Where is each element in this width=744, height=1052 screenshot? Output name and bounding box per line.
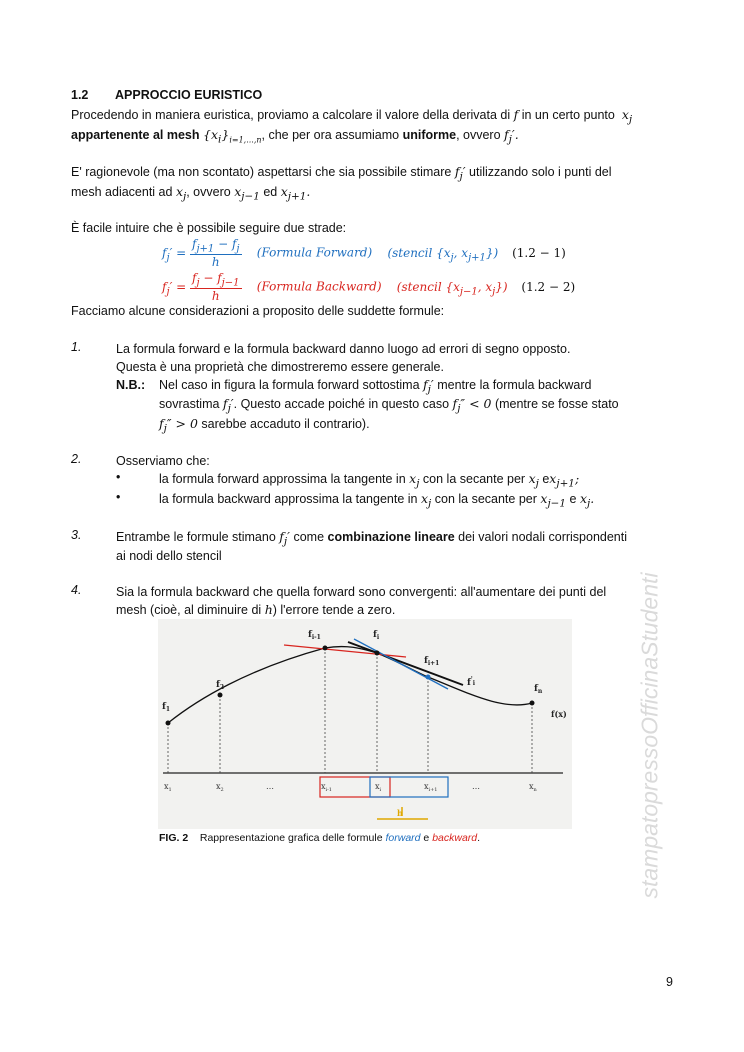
math-mesh: $\{x_i\}_{i=1,...,n}$ (203, 127, 262, 146)
svg-text:x1: $x_1$ (164, 782, 172, 793)
math-xj-plus: $x_{j+1}$. (280, 184, 311, 203)
item3-text: Entrambe le formule stimano (116, 530, 276, 544)
formula-forward-denominator: h (211, 255, 220, 270)
formula-backward-lhs: $f_j'$ = (162, 279, 187, 298)
svg-text:xi-1: $x_{i-1}$ (321, 782, 332, 793)
math-xj: $x_j$. (579, 491, 595, 510)
bullet1-text-b: con la secante per (422, 472, 526, 486)
nb-line-3 (159, 415, 370, 438)
section-title: APPROCCIO EURISTICO (115, 88, 263, 102)
formula-forward-stencil: (stencil {$x_j$, $x_{j+1}$}) (387, 245, 499, 264)
math-xj: $x_j$ (528, 471, 539, 490)
svg-text:f2: $f_2$ (216, 680, 225, 691)
svg-text:fi-1: $f_{i-1}$ (308, 630, 321, 641)
section-heading (71, 88, 262, 102)
para2-line-2 (71, 183, 310, 206)
intro-line-2 (71, 126, 519, 150)
formula-forward-lhs: $f_j'$ = (162, 245, 187, 264)
para4: Facciamo alcune considerazioni a proposito delle suddette formule: (71, 304, 445, 318)
para2-text-c: mesh adiacenti ad (71, 185, 173, 199)
mesh-bold: appartenente al mesh (71, 128, 200, 142)
intro-text-c: , che per ora assumiamo (261, 128, 400, 142)
para3: È facile intuire che è possibile seguire due strade: (71, 221, 347, 235)
svg-text:f1: $f_1$ (162, 702, 171, 713)
math-f: f (513, 107, 519, 122)
node-point-forward (426, 675, 431, 680)
svg-text:…: … (472, 782, 480, 791)
figure-caption (159, 832, 480, 844)
nb-text-f: sarebbe accaduto il contrario). (201, 417, 370, 431)
item3-line-2: ai nodi dello stencil (116, 549, 222, 563)
nb-label: N.B.: (116, 378, 146, 392)
formula-backward-numerator: $f_j - f_{j-1}$ (191, 271, 240, 289)
math-xj-minus: $x_{j-1}$ (234, 184, 260, 203)
item2-bullet-2 (159, 490, 594, 513)
formula-backward-denominator: h (211, 289, 220, 304)
svg-text:xi: $x_i$ (375, 782, 382, 793)
para2-text-b: utilizzando solo i punti del (469, 165, 612, 179)
formula-forward (162, 237, 566, 269)
math-fj-second-lt: $f_j'' < 0$ (452, 396, 492, 415)
math-fj-prime: $f_j'$ (222, 396, 234, 415)
svg-text:xn: $x_n$ (529, 782, 537, 793)
math-fj-prime: $f_j'$ (279, 529, 290, 548)
item1-line-1: La formula forward e la formula backward danno luogo ad errori di segno opposto. (116, 342, 571, 356)
item1-line-2: Questa è una proprietà che dimostreremo essere generale. (116, 360, 444, 374)
math-xj-plus: $x_{j+1}$; (549, 471, 580, 490)
formula-backward-fraction (190, 271, 242, 303)
item4-text: mesh (cioè, al diminuire di (116, 603, 262, 617)
math-h: h (264, 602, 273, 617)
watermark: stampatopressoOfficinaStudenti (636, 572, 663, 899)
formula-forward-fraction (190, 237, 242, 269)
item1-number: 1. (71, 340, 82, 354)
item4-line-2 (116, 601, 395, 619)
figure-derivative-approximation (158, 619, 572, 829)
caption-forward: forward (385, 832, 421, 844)
intro-text-b: in un certo punto (521, 108, 615, 122)
svg-text:f'i: $f'_i$ (467, 676, 475, 688)
item3-text-c: dei valori nodali corrispondenti (458, 530, 628, 544)
item2-line-1: Osserviamo che: (116, 454, 210, 468)
math-xj-minus: $x_{j-1}$ (540, 491, 567, 510)
tangent-line (348, 642, 463, 685)
node-lines (168, 648, 532, 773)
x-labels (164, 782, 538, 793)
uniform-bold: uniforme (402, 128, 457, 142)
bullet2-text-b: con la secante per (434, 492, 537, 506)
formula-forward-numerator: $f_{j+1} - f_j$ (191, 237, 240, 255)
nb-text-b: mentre la formula backward (437, 378, 592, 392)
math-xj: $x_j$ (621, 107, 633, 126)
math-fj-prime: $f_j'$. (504, 127, 519, 146)
math-xj: $x_j$ (420, 491, 432, 510)
linear-combination-bold: combinazione lineare (327, 530, 455, 544)
item3-text-b: come (293, 530, 325, 544)
nb-text-e: (mentre se fosse stato (494, 397, 619, 411)
bullet1-text-c: e (542, 472, 550, 486)
para2-text: E' ragionevole (ma non scontato) aspettarsi che sia possibile stimare (71, 165, 452, 179)
math-xj: $x_j$ (175, 184, 187, 203)
caption-end: . (477, 832, 481, 844)
figure-svg (158, 619, 572, 829)
para2-text-d: , ovvero (186, 185, 231, 199)
bullet-icon: • (116, 470, 121, 484)
formula-backward-label: (Formula Backward) (256, 279, 382, 294)
svg-text:xi+1: $x_{i+1}$ (424, 782, 438, 793)
intro-text: Procedendo in maniera euristica, proviamo a calcolare il valore della derivata di (71, 108, 511, 122)
item3-number: 3. (71, 528, 82, 542)
formula-forward-label: (Formula Forward) (256, 245, 373, 260)
caption-text: Rappresentazione grafica delle formule (199, 832, 383, 844)
svg-text:fi: $f_i$ (373, 630, 380, 641)
formula-backward-tag: (1.2 − 2) (521, 279, 576, 294)
formula-forward-tag: (1.2 − 1) (512, 245, 566, 260)
nb-text-c: sovrastima (159, 397, 220, 411)
item2-number: 2. (71, 452, 82, 466)
caption-label: FIG. 2 (159, 832, 189, 844)
math-fj-prime: $f_j'$ (423, 377, 434, 396)
math-xj: $x_j$ (409, 471, 420, 490)
svg-text:fn: $f_n$ (534, 684, 543, 695)
math-fj-prime: $f_j'$ (454, 164, 466, 183)
page-number: 9 (666, 975, 673, 989)
section-number: 1.2 (71, 88, 89, 102)
formula-backward-stencil: (stencil {$x_{j-1}$, $x_j$}) (396, 279, 508, 298)
para2-text-e: ed (263, 185, 278, 199)
nb-text: Nel caso in figura la formula forward sottostima (159, 378, 420, 392)
svg-text:f(x): f(x) (551, 709, 567, 719)
nb-text-d: . Questo accade poiché in questo caso (233, 397, 450, 411)
bullet-icon: • (116, 490, 121, 504)
svg-text:x2: $x_2$ (216, 782, 224, 793)
svg-text:…: … (266, 782, 274, 791)
intro-text-d: , ovvero (456, 128, 501, 142)
h-label: h (397, 808, 403, 818)
bullet1-text: la formula forward approssima la tangente in (159, 472, 406, 486)
item4-number: 4. (71, 583, 82, 597)
caption-and: e (423, 832, 430, 844)
item4-line-1: Sia la formula backward che quella forward sono convergenti: all'aumentare dei punti del (116, 585, 607, 599)
formula-backward (162, 271, 575, 303)
math-fj-second-gt: $f_j'' > 0$ (159, 416, 198, 435)
f-labels (162, 630, 567, 719)
bullet2-text-c: e (569, 492, 577, 506)
caption-backward: backward (432, 832, 478, 844)
svg-text:fi+1: $f_{i+1}$ (424, 656, 440, 667)
item4-text-b: ) l'errore tende a zero. (272, 603, 396, 617)
bullet2-text: la formula backward approssima la tangente in (159, 492, 418, 506)
